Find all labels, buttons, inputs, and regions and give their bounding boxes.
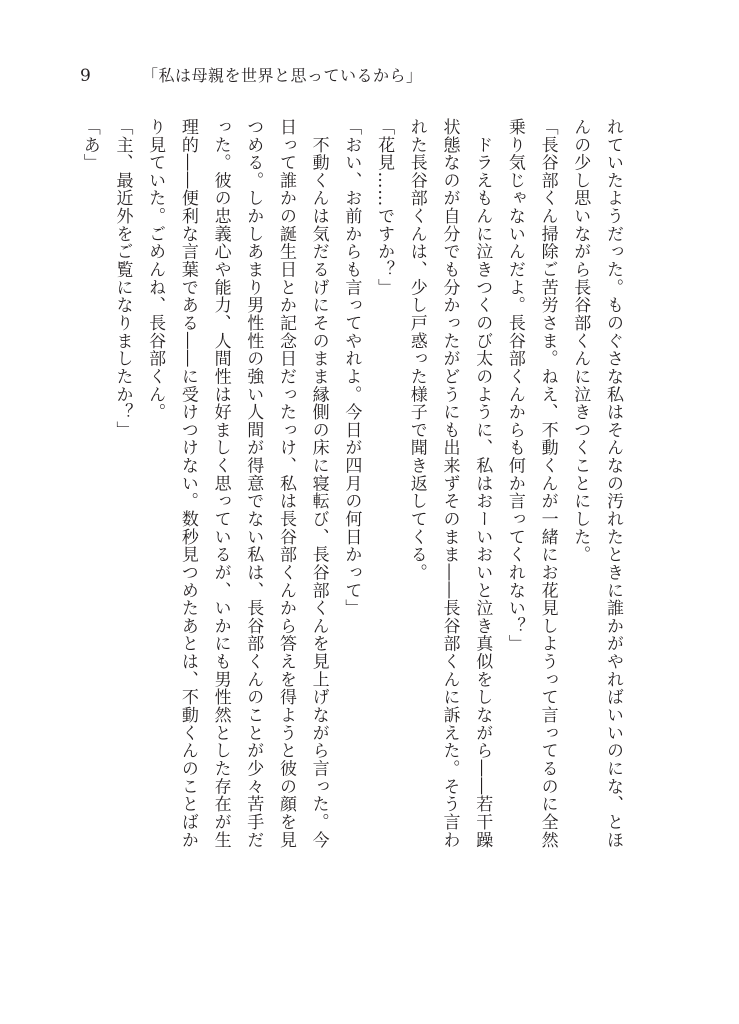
text-line: った。彼の忠義心や能力、人間性は好ましく思っているが、いかにも男性然とした存在が生: [210, 118, 231, 849]
text-line: 不動くんは気だるげにそのまま縁側の床に寝転び、長谷部くんを見上げながら言った。今: [308, 118, 329, 849]
text-line: 乗り気じゃないんだよ。長谷部くんからも何か言ってくれない？」: [504, 118, 525, 653]
text-line: ドラえもんに泣きつくのび太のように、私はおーいおいと泣き真似をしながら――若干躁: [472, 118, 493, 849]
text-line: 日って誰かの誕生日とか記念日だったっけ、私は長谷部くんから答えを得ようと彼の顔を見: [275, 118, 296, 849]
text-line: つめる。しかしあまり男性性の強い人間が得意でない私は、長谷部くんのことが少々苦手だ: [243, 118, 264, 849]
text-line: 状態なのが自分でも分かったがどうにも出来ずそのまま――長谷部くんに訴えた。そう言わ: [439, 118, 460, 849]
text-line: り見ていた。ごめんね、長谷部くん。: [145, 118, 166, 421]
page-number: 9: [80, 66, 91, 86]
body-text: [73, 118, 629, 948]
text-line: んの少し思いながら長谷部くんに泣きつくことにした。: [570, 118, 591, 564]
text-line: 「長谷部くん掃除ご苦労さま。ねえ、不動くんが一緒にお花見しようって言ってるのに全然: [537, 118, 558, 849]
text-line: 「花見……ですか？」: [374, 118, 395, 297]
text-line: れた長谷部くんは、少し戸惑った様子で聞き返してくる。: [406, 118, 427, 582]
text-line: 「おい、お前からも言ってやれよ。今日が四月の何日かって」: [341, 118, 362, 617]
text-line: 「主、最近外をご覧になりましたか？」: [112, 118, 133, 439]
text-line: れていたようだった。ものぐさな私はそんなの汚れたときに誰かがやればいいのにな、とほ: [603, 118, 623, 849]
text-line: 「あ」: [79, 118, 100, 172]
text-line: 理的――便利な言葉である――に受けつけない。数秒見つめたあとは、不動くんのことばか: [177, 118, 198, 849]
running-title: 「私は母親を世界と思っているから」: [142, 66, 423, 85]
